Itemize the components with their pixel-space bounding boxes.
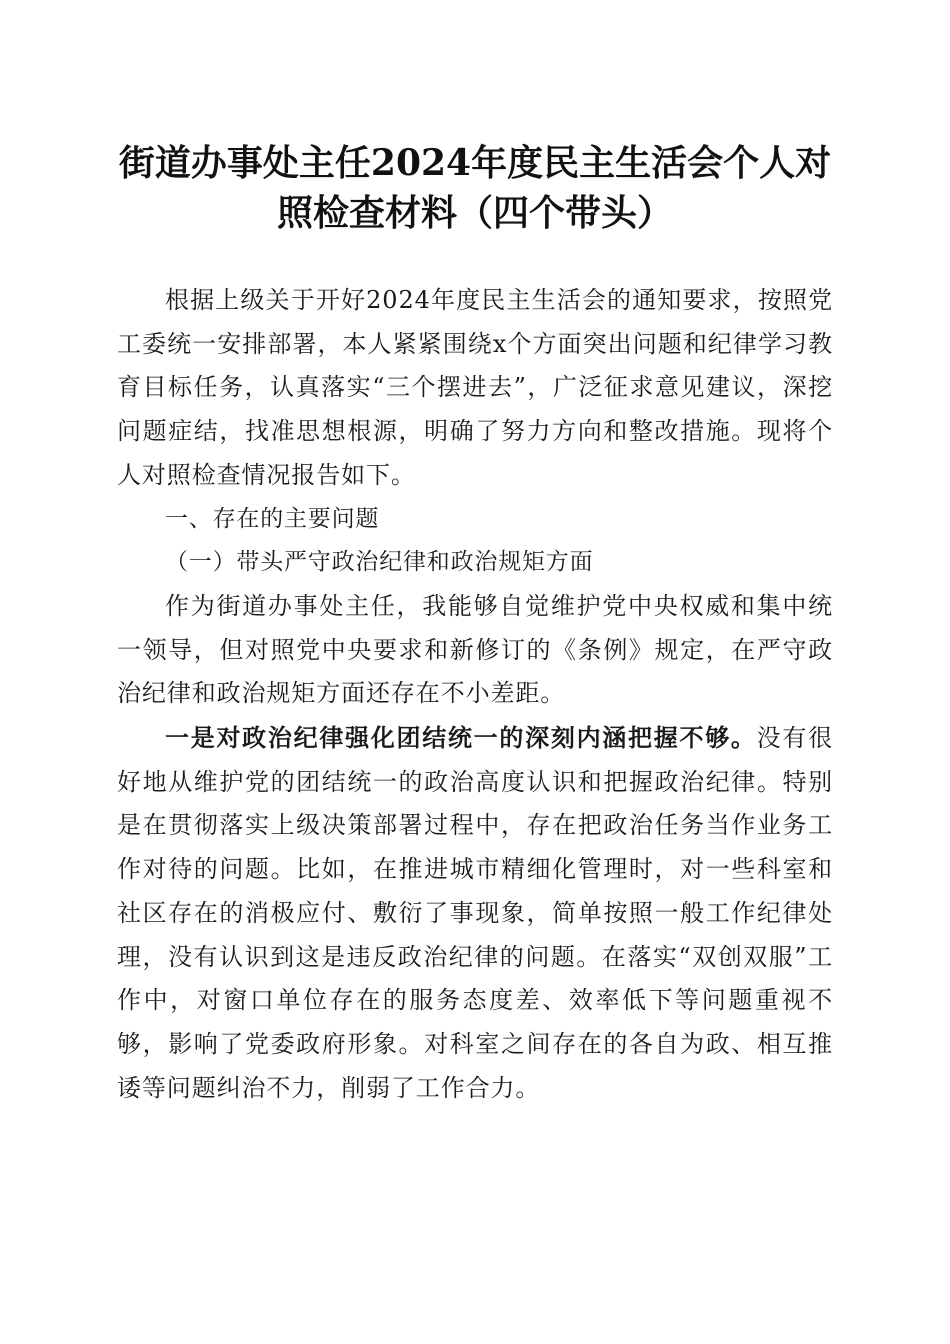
point-one-lead: 一是对政治纪律强化团结统一的深刻内涵把握不够。: [165, 723, 757, 753]
title-line-2: 照检查材料（四个带头）: [276, 192, 673, 234]
point-one-body: 没有很好地从维护党的团结统一的政治高度认识和把握政治纪律。特别是在贯彻落实上级决策部署过程中，存在把政治任务当作业务工作对待的问题。比如，在推进城市精细化管理时，对一些科室和社区存在的消极应付、敷衍了事现象，简单按照一般工作纪律处理，没有认识到这是违反政治纪律的问题。在落实“双创双服”工作中，对窗口单位存在的服务态度差、效率低下等问题重视不够，影响了党委政府形象。对科室之间存在的各自为政、相互推诿等问题纠治不力，削弱了工作合力。: [117, 724, 834, 1102]
paragraph-point-one: [117, 716, 833, 1110]
document-body: [117, 279, 833, 1110]
section-heading-problems: 一、存在的主要问题: [165, 505, 380, 532]
subsection-heading-political-discipline: （一）带头严守政治纪律和政治规矩方面: [165, 549, 594, 576]
intro-paragraph: 根据上级关于开好2024年度民主生活会的通知要求，按照党工委统一安排部署，本人紧紧围绕x个方面突出问题和纪律学习教育目标任务，认真落实“三个摆进去”，广泛征求意见建议，深挖问题症结，找准思想根源，明确了努力方向和整改措施。现将个人对照检查情况报告如下。: [117, 286, 833, 489]
title-line-1: 街道办事处主任2024年度民主生活会个人对: [118, 142, 832, 184]
paragraph-overview: 作为街道办事处主任，我能够自觉维护党中央权威和集中统一领导，但对照党中央要求和新修订的《条例》规定，在严守政治纪律和政治规矩方面还存在不小差距。: [117, 591, 833, 708]
document-title: [100, 138, 850, 238]
